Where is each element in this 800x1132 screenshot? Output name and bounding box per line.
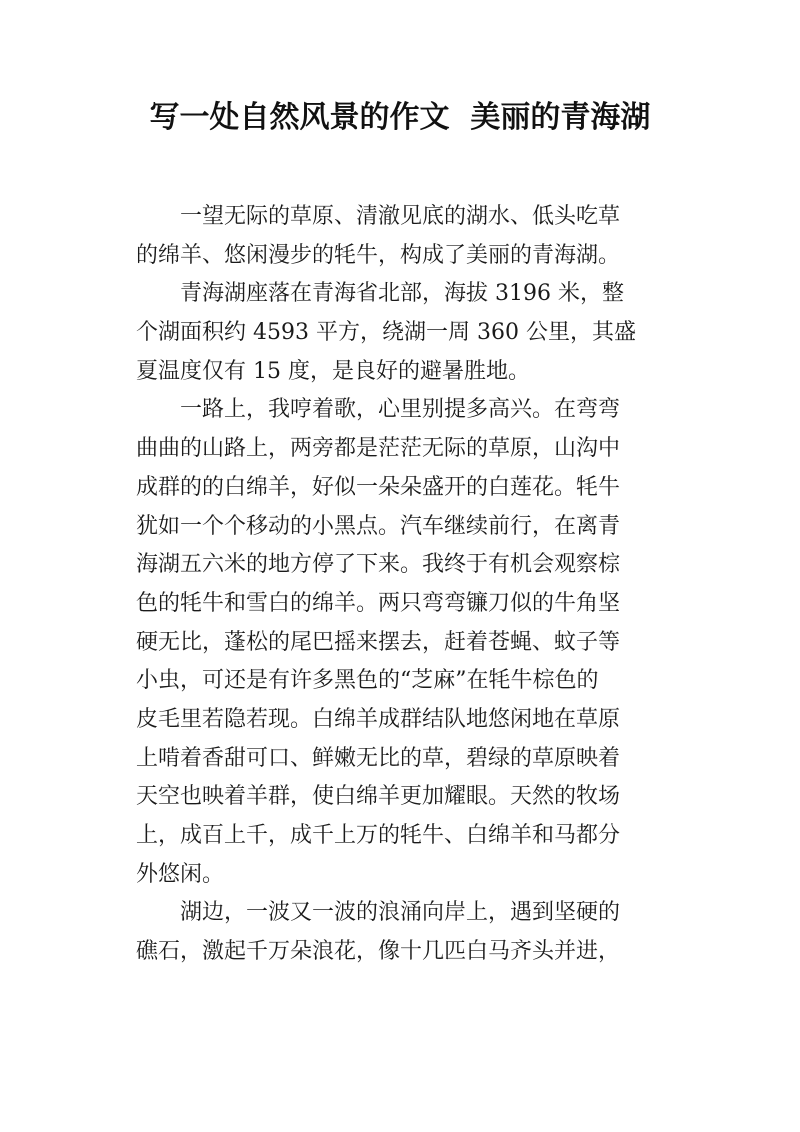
document-body — [136, 198, 664, 972]
text-line: 外悠闲。 — [136, 861, 225, 887]
text-line: 夏温度仅有 15 度，是良好的避暑胜地。 — [136, 358, 530, 384]
text-line: 礁石，激起千万朵浪花，像十几匹白马齐头并进， — [136, 939, 621, 965]
text-line: 的绵羊、悠闲漫步的牦牛，构成了美丽的青海湖。 — [136, 242, 621, 268]
text-line: 青海湖座落在青海省北部，海拔 3196 米，整 — [180, 281, 624, 307]
text-line: 成群的的白绵羊，好似一朵朵盛开的白莲花。牦牛 — [136, 474, 621, 500]
text-line: 海湖五六米的地方停了下来。我终于有机会观察棕 — [136, 552, 621, 578]
document-title: 写一处自然风景的作文 美丽的青海湖 — [149, 100, 651, 135]
paragraph — [136, 275, 664, 391]
text-line: 色的牦牛和雪白的绵羊。两只弯弯镰刀似的牛角坚 — [136, 590, 621, 616]
paragraph — [136, 198, 664, 275]
text-line: 一路上，我哼着歌，心里别提多高兴。在弯弯 — [180, 397, 621, 423]
text-line: 个湖面积约 4593 平方，绕湖一周 360 公里，其盛 — [136, 320, 636, 346]
text-line: 上啃着香甜可口、鲜嫩无比的草，碧绿的草原映着 — [136, 745, 621, 771]
text-line: 硬无比，蓬松的尾巴摇来摆去，赶着苍蝇、蚊子等 — [136, 629, 621, 655]
paragraph — [136, 894, 664, 971]
text-line: 犹如一个个移动的小黑点。汽车继续前行，在离青 — [136, 513, 621, 539]
paragraph — [136, 391, 664, 894]
text-line: 小虫，可还是有许多黑色的“芝麻”在牦牛棕色的 — [136, 668, 599, 694]
text-line: 湖边，一波又一波的浪涌向岸上，遇到坚硬的 — [180, 900, 621, 926]
text-line: 一望无际的草原、清澈见底的湖水、低头吃草 — [180, 204, 621, 229]
text-line: 上，成百上千，成千上万的牦牛、白绵羊和马都分 — [136, 823, 621, 848]
text-line: 曲曲的山路上，两旁都是茫茫无际的草原，山沟中 — [136, 436, 621, 462]
text-line: 天空也映着羊群，使白绵羊更加耀眼。天然的牧场 — [136, 784, 621, 810]
text-line: 皮毛里若隐若现。白绵羊成群结队地悠闲地在草原 — [136, 706, 621, 732]
